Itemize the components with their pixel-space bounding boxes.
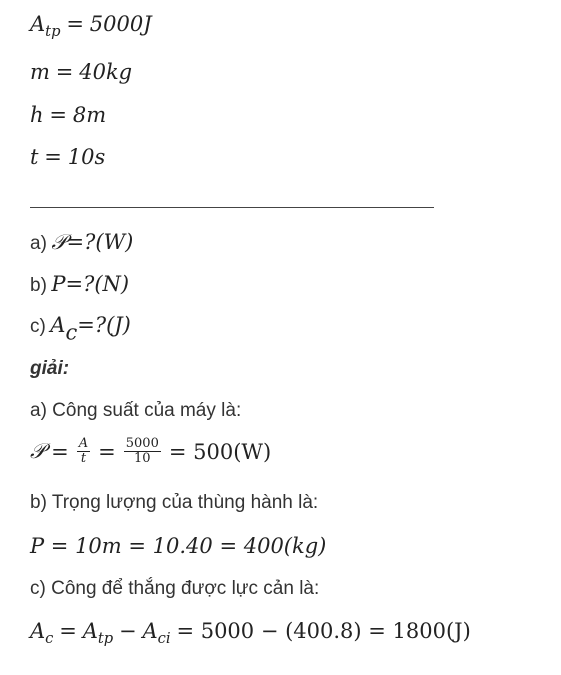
given-atp: $A_{tp} = 5000J$ — [30, 12, 152, 41]
question-a-rhs: =?(W) — [66, 230, 134, 254]
var-m: m — [30, 60, 50, 84]
value-t: 10s — [67, 145, 106, 169]
solution-heading: giải: — [30, 358, 70, 379]
var-t: t — [30, 145, 39, 169]
fraction-a-over-t — [77, 437, 90, 466]
var-h: h — [30, 103, 44, 127]
question-c-rhs: =?(J) — [77, 313, 131, 337]
fraction-denominator: 10 — [134, 451, 151, 466]
value-h: 8m — [72, 103, 107, 127]
solution-a-result: = 500(W) — [168, 439, 272, 464]
fraction-numerator: 5000 — [125, 436, 159, 451]
given-t: t = 10s — [30, 145, 106, 169]
fraction-numerator: A — [78, 436, 89, 451]
solution-a-equation: 𝒫 = $\frac{A}{t}$ = $\frac{5000}{10}$ = 500(W) — [30, 436, 272, 466]
question-a-label: a) — [30, 233, 47, 254]
question-b-rhs: =?(N) — [65, 272, 130, 296]
solution-a-text: a) Công suất của máy là: — [30, 400, 242, 421]
power-symbol: 𝒫 — [51, 230, 67, 254]
solution-b-equation: P = 10m = 10.40 = 400(kg) — [30, 534, 327, 558]
question-b-label: b) — [30, 275, 47, 296]
given-h: h = 8m — [30, 103, 107, 127]
value-m: 40kg — [79, 60, 133, 84]
value-atp: 5000J — [89, 12, 152, 36]
power-symbol-eq: 𝒫 — [30, 439, 46, 463]
given-m: m = 40kg — [30, 60, 133, 84]
var-a: A — [30, 12, 46, 36]
question-c — [30, 313, 131, 344]
question-c-label: c) — [30, 316, 46, 337]
weight-symbol: P — [51, 272, 66, 296]
solution-b-text: b) Trọng lượng của thùng hành là: — [30, 492, 319, 513]
divider — [30, 207, 434, 208]
sub-tp: tp — [45, 23, 61, 41]
fraction-values — [124, 437, 161, 466]
solution-c-equation: $A_c = A_{tp} - A_{ci} = 5000 - (400.8) = 1800(J)$ — [30, 619, 471, 648]
question-b — [30, 272, 129, 297]
fraction-denominator: t — [80, 451, 87, 466]
question-a — [30, 230, 133, 255]
work-sub: c — [65, 320, 78, 345]
work-symbol: A — [50, 313, 66, 337]
solution-c-rest: = 5000 − (400.8) = 1800(J) — [176, 619, 471, 643]
solution-c-text: c) Công để thắng được lực cản là: — [30, 578, 320, 599]
